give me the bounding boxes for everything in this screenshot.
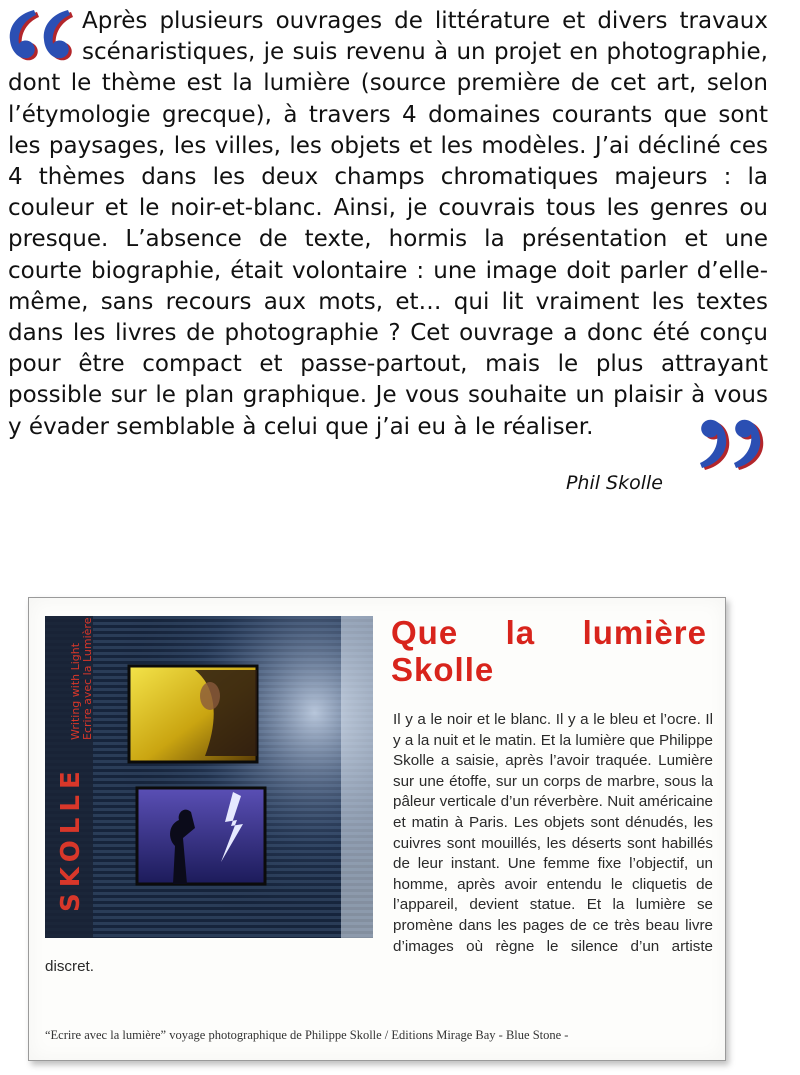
quote-text-content: Après plusieurs ouvrages de littérature et divers travaux scénaristiques, je suis revenu à un projet en photographie, dont le thème est la lumière (source première de cet art, selon l’étymologie grecque), à travers 4 domaines courants que sont les paysages, les villes, les objets et les modèles. J’ai décliné ces 4 thèmes dans les deux champs chromatiques majeurs : la couleur et le noir-et-blanc. Ainsi, je couvrais tous les genres ou presque. L’absence de texte, hormis la présentation et une courte biographie, était volontaire : une image doit parler d’elle-même, sans recours aux mots, et… qui lit vraiment les textes dans les livres de photographie ? Cet ouvrage a donc été conçu pour être compact et passe-partout, mais le plus attrayant possible sur le plan graphique. Je vous souhaite un plaisir à vous y évader semblable à celui que j’ai eu à le réaliser. [8, 8, 768, 440]
article-body [45, 710, 713, 978]
book-cover-brand: SKOLLE [56, 765, 86, 912]
article-body-text: Il y a le noir et le blanc. Il y a le bleu et l’ocre. Il y a la nuit et le matin. Et la lumière que Philippe Skolle a saisie, après l’avoir traquée. Lumière sur une étoffe, sur un corps de marbre, sous la pâleur verticale d’un réverbère. Nuit américaine et matin à Paris. Les objets sont dénudés, les cuivres sont mouillés, les déserts sont habillés de leur instant. Une femme fixe l’objectif, un homme, après avoir entendu le cliquetis de l’appareil, devient statue. Et la lumière se promène dans les pages de ce très beau livre d’images où règne le silence d’un artiste discret. [45, 711, 713, 976]
quote-section [0, 0, 800, 510]
book-cover-subtitle-fr: Ecrire avec la Lumière [81, 617, 94, 740]
press-clipping [28, 597, 726, 1061]
quote-author: Phil Skolle [565, 472, 663, 494]
close-quote-icon [694, 410, 768, 472]
article-title: Que la lumière Skolle [391, 614, 707, 688]
quote-text [8, 6, 768, 443]
book-cover-subtitle-en: Writing with Light [69, 642, 82, 740]
article-caption: “Ecrire avec la lumière” voyage photographique de Philippe Skolle / Editions Mirage Bay - Blue Stone - [45, 1028, 569, 1042]
